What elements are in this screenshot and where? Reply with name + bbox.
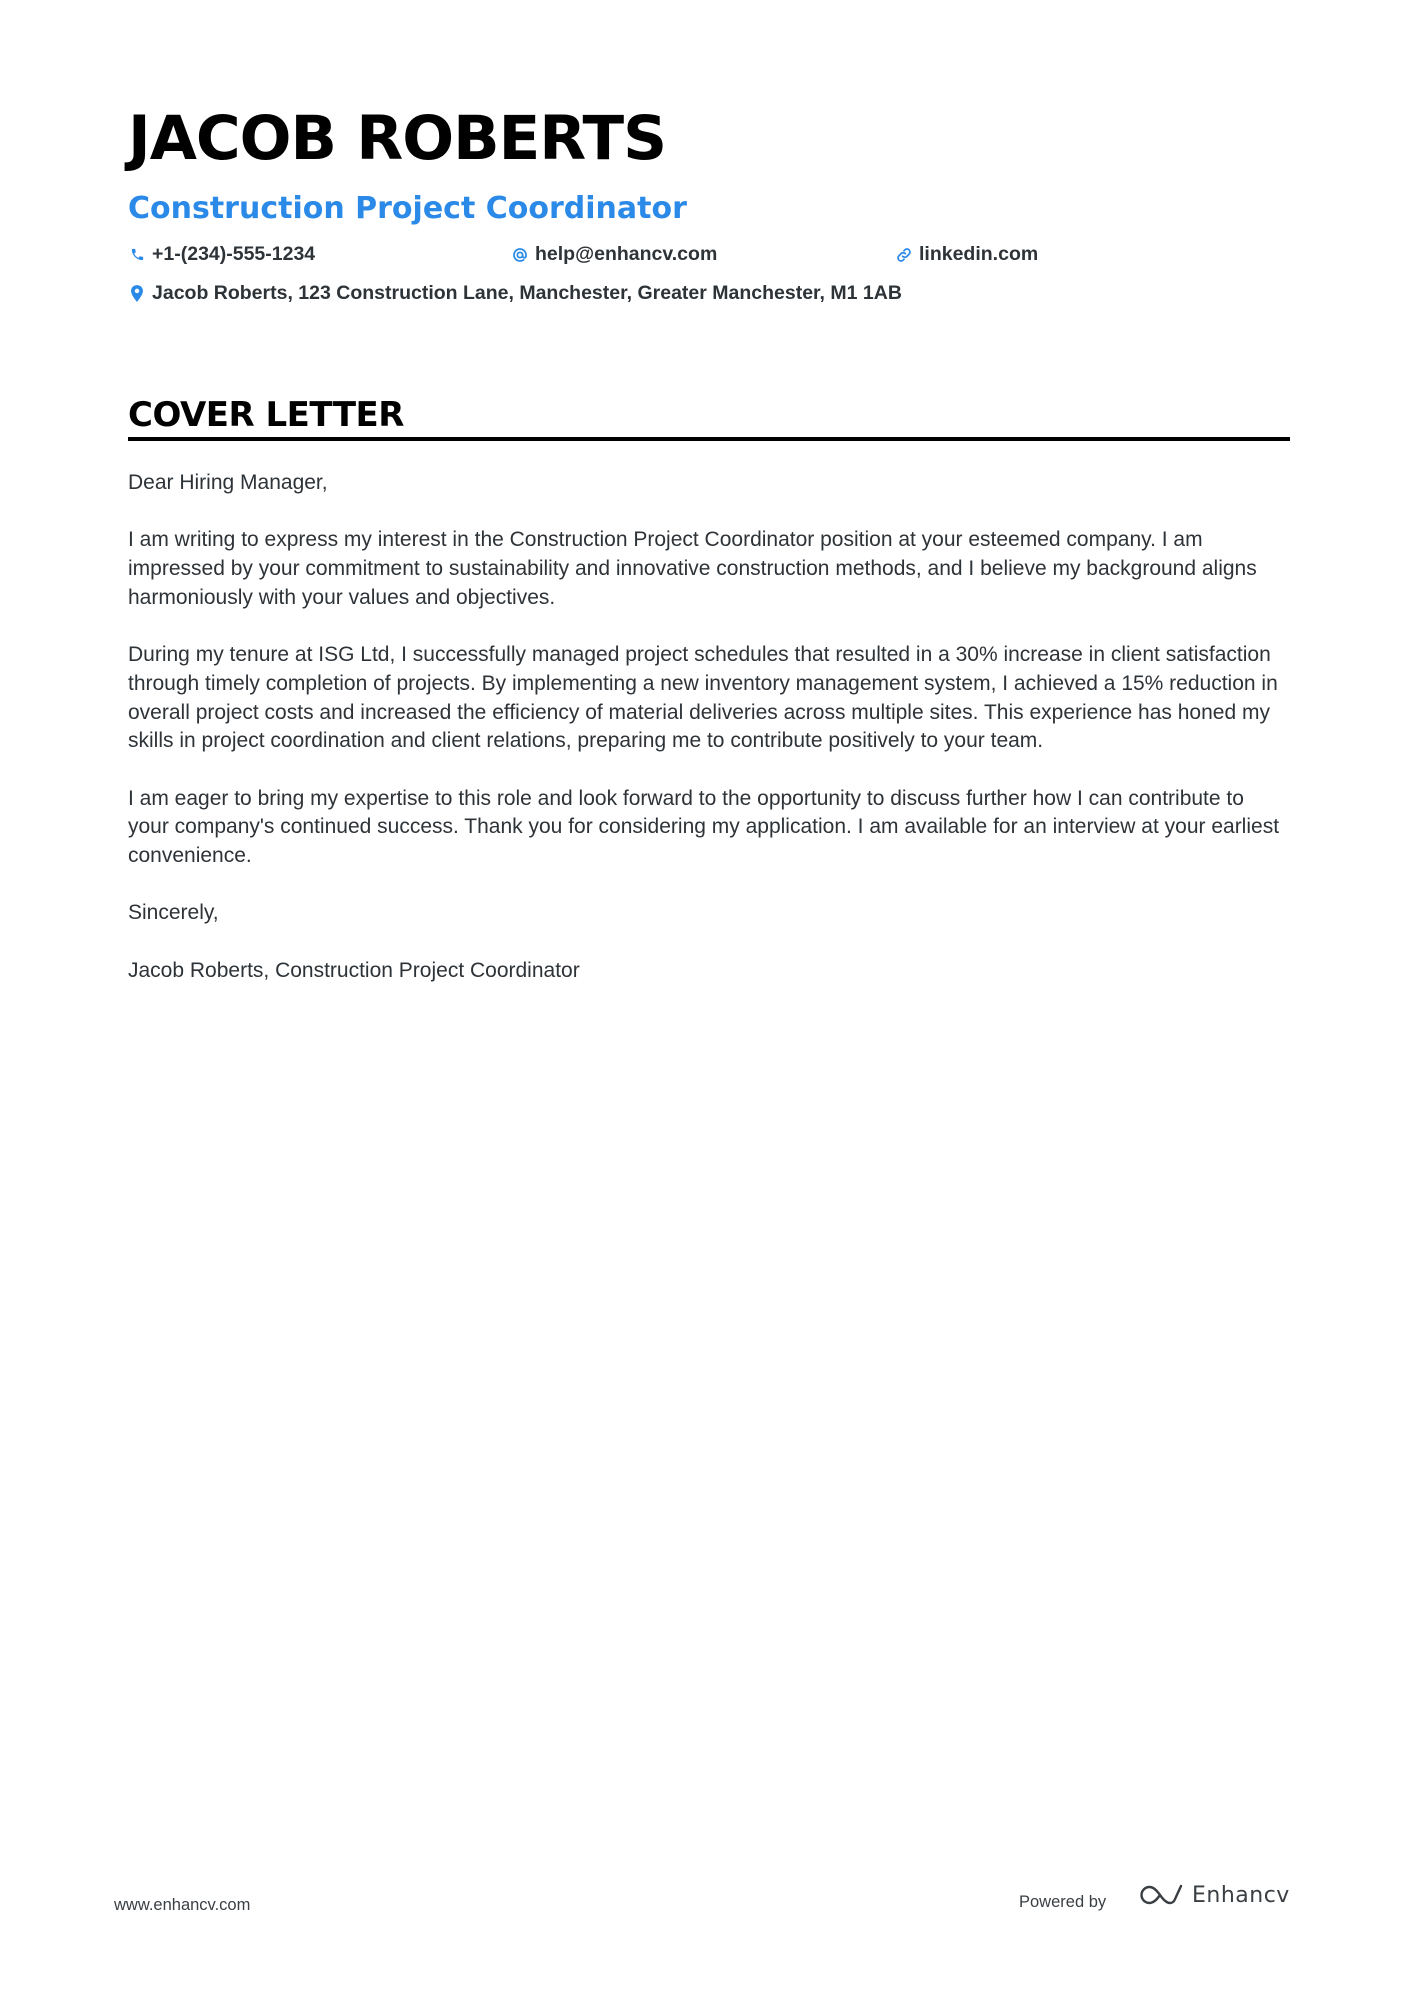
letter-closing: Sincerely, (128, 901, 219, 925)
footer-brand[interactable] (1138, 1882, 1290, 1908)
contact-email (511, 245, 717, 265)
letter-paragraph: I am writing to express my interest in the Construction Project Coordinator position at your esteemed company. I am impressed by your commitment to sustainability and innovative construction methods, and I believe my background aligns harmoniously with your values and objectives. (128, 528, 1257, 609)
letter-paragraph: During my tenure at ISG Ltd, I successfully managed project schedules that resulted in a 30% increase in client satisfaction through timely completion of projects. By implementing a new inventory management system, I achieved a 15% reduction in overall project costs and increased the efficiency of material deliveries across multiple sites. This experience has honed my skills in project coordination and client relations, preparing me to contribute positively to your team. (128, 643, 1278, 753)
footer-url[interactable]: www.enhancv.com (114, 1896, 251, 1914)
candidate-name: JACOB ROBERTS (128, 103, 667, 174)
link-icon (895, 246, 913, 264)
at-icon (511, 246, 529, 264)
footer-brand-name: Enhancv (1192, 1882, 1290, 1908)
section-title: COVER LETTER (128, 395, 404, 435)
contact-address-text: Jacob Roberts, 123 Construction Lane, Manchester, Greater Manchester, M1 1AB (152, 282, 902, 304)
footer-powered-by: Powered by (1019, 1893, 1107, 1911)
contact-phone (128, 245, 315, 265)
letter-greeting: Dear Hiring Manager, (128, 471, 328, 494)
letter-body (128, 469, 1290, 1014)
letter-signature: Jacob Roberts, Construction Project Coordinator (128, 958, 580, 982)
location-pin-icon (128, 285, 146, 303)
enhancv-logo-icon (1138, 1882, 1184, 1908)
section-divider (128, 437, 1290, 441)
contact-link-text[interactable]: linkedin.com (919, 243, 1039, 265)
candidate-title: Construction Project Coordinator (128, 191, 687, 226)
phone-icon (128, 246, 146, 264)
letter-paragraph: I am eager to bring my expertise to this role and look forward to the opportunity to discuss further how I can contribute to your company's continued success. Thank you for considering my application. I am available for an interview at your earliest convenience. (128, 786, 1280, 868)
contact-email-text[interactable]: help@enhancv.com (535, 243, 718, 265)
contact-link (895, 245, 1038, 265)
contact-phone-text: +1-(234)-555-1234 (152, 243, 316, 265)
contact-address (128, 284, 902, 304)
